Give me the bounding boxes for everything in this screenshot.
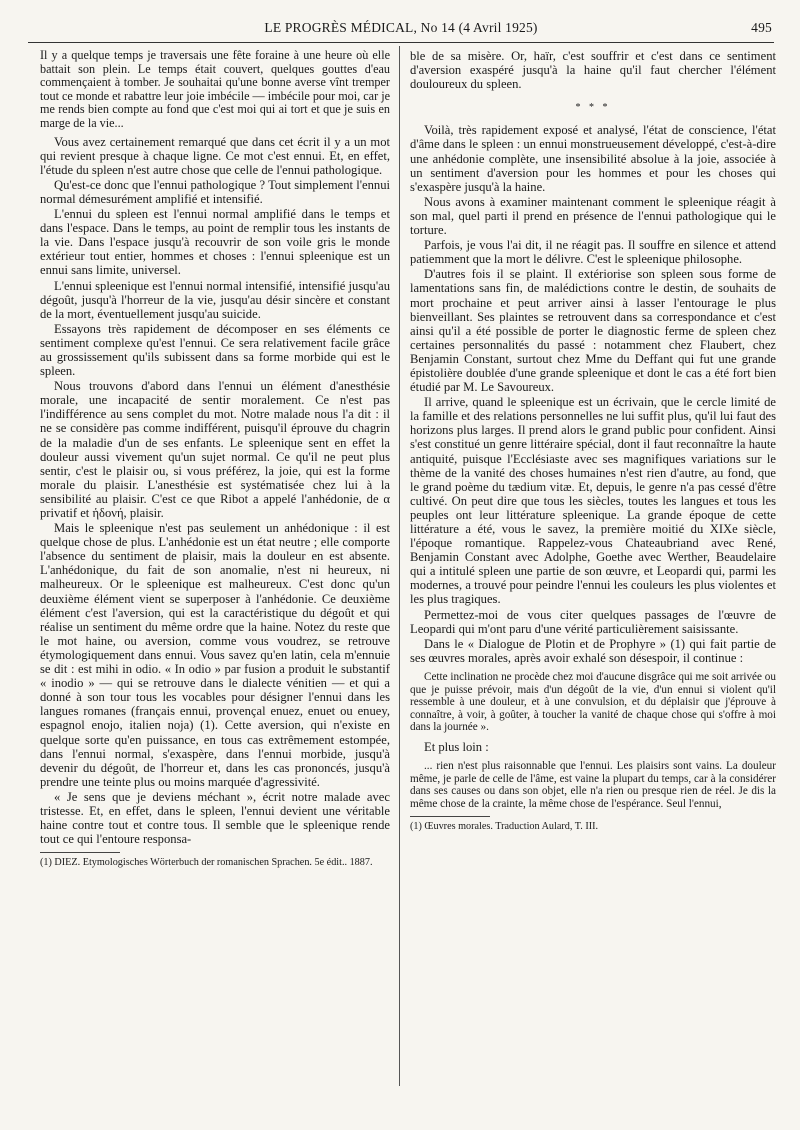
paragraph: D'autres fois il se plaint. Il extériorise son spleen sous forme de lamentations sans fin, de malédictions contre le destin, de souhaits de mort prochaine et peut arriver ainsi à lasser l'entourage le plus bienveillant. Ses plaintes se retrouvent dans sa correspondance et c'est ainsi qu'il a été possible de porter le diagnostic ferme de spleen chez certaines personnalités du passé : notamment chez Flaubert, chez Benjamin Constant, surtout chez Mme du Deffant qui fut une grande épistolière doublée d'une grande spleenique et dont le cas a été fort bien étudié par M. Le Savoureux. [410,267,776,395]
left-column [40,49,390,869]
paragraph: Parfois, je vous l'ai dit, il ne réagit pas. Il souffre en silence et attend patiemment que la mort le délivre. C'est le spleenique philosophe. [410,238,776,267]
paragraph: Et plus loin : [424,739,489,754]
paragraph: Vous avez certainement remarqué que dans cet écrit il y a un mot qui revient presque à chaque ligne. Ce mot c'est ennui. Et, en effet, l'étude du spleen n'est autre chose que celle de l'ennui pathologique. [40,134,390,177]
block-quote: Cette inclination ne procède chez moi d'aucune disgrâce qui me soit arrivée ou que je puisse prévoir, mais d'un dégoût de la vie, d'un ennui si violent qu'il ressemble à une douleur, et à une convulsion, et du déplaisir que j'éprouve à connaître, à voir, à goûter, à toucher la vanité de chaque chose qui s'offre à moi dans la journée ». [410,670,776,734]
paragraph: « Je sens que je deviens méchant », écrit notre malade avec tristesse. Et, en effet, dans le spleen, l'ennui devient une véritable haine contre tout et contre tous. Il semble que le spleenique rende tout ce qui l'entoure responsa- [40,789,390,847]
paragraph: Essayons très rapidement de décomposer en ses éléments ce sentiment complexe qu'est l'ennui. Ce sera relativement facile grâce au grossissement qu'ils subissent dans sa forme morbide qui est le spleen. [40,321,390,379]
paragraph: Permettez-moi de vous citer quelques passages de l'œuvre de Leopardi qui m'ont paru d'une vérité particulièrement saisissante. [410,607,776,636]
footnote: (1) DIEZ. Etymologisches Wörterbuch der romanischen Sprachen. 5e édit.. 1887. [40,857,373,869]
header-rule [28,42,774,43]
page-header [30,20,772,40]
section-separator: * * * [575,102,611,114]
block-quote: ... rien n'est plus raisonnable que l'ennui. Les plaisirs sont vains. La douleur même, je parle de celle de l'âme, est vaine la plupart du temps, car à la considérer dans ses causes ou dans son objet, elle n'a rien ou presque rien de réel. Je dis la même chose de la crainte, la même chose de l'espérance. Seul l'ennui, [410,760,776,810]
paragraph: Voilà, très rapidement exposé et analysé, l'état de conscience, l'état d'âme dans le spleen : un ennui monstrueusement développé, c'est-à-dire une anhédonie complète, une insensibilité absolue à la joie, associée à un sentiment d'aversion pour les hommes et pour les choses qui s'exaspère jusqu'à la haine. [410,123,776,194]
column-divider [399,46,400,1086]
paragraph: Nous avons à examiner maintenant comment le spleenique réagit à son mal, quel parti il prend en présence de l'ennui pathologique qui le torture. [410,194,776,238]
paragraph: Qu'est-ce donc que l'ennui pathologique ? Tout simplement l'ennui normal démesurément amplifié et intensifié. [40,177,390,206]
footnote-rule [410,816,490,817]
footnote-rule [40,852,120,853]
paragraph: Mais le spleenique n'est pas seulement un anhédonique : il est quelque chose de plus. L'anhédonie est un état neutre ; elle comporte l'absence du sentiment de plaisir, mais la douleur en est absente. L'anhédonique, du fait de son anomalie, n'est ni heureux, ni malheureux. Or le spleenique est malheureux. C'est donc qu'un deuxième élément vient se superposer à l'anhédonie. Ce deuxième élément c'est l'aversion, qui est la caractéristique du dégoût et qui réalise un sentiment du même ordre que la haine. Notez du reste que le mot haine, ou aversion, comme vous voudrez, se retrouve étymologiquement dans ennui. Vous savez qu'en latin, cela m'ennuie se dit : est mihi in odio. « In odio » par fusion a produit le substantif « inodio » — qui se retrouve dans le dialecte vénitien — et qui a donné à son tour tous les vocables pour désigner l'ennui dans les langues romanes (français ennui, provençal enuez, enuet ou enuey, espagnol enojo, italien noja) (1). Cette aversion, qui n'existe en quelque sorte qu'en puissance, en tous cas extrêmement estompée, dans l'ennui normal, s'exaspère, dans l'ennui morbide, jusqu'à devenir du dégoût, de l'horreur et, dans les cas prononcés, jusqu'à prendre une teinte plus ou moins marquée d'agressivité. [40,521,390,789]
running-title: LE PROGRÈS MÉDICAL, No 14 (4 Avril 1925) [264,20,538,35]
paragraph: Il arrive, quand le spleenique est un écrivain, que le cercle limité de la famille et des relations personnelles ne lui suffit plus, qu'il lui faut des horizons plus larges. Il prend alors le grand public pour confident. Ainsi s'est constitué un genre littéraire spécial, dont il faut reconnaître la haute antiquité, puisque l'Ecclésiaste avec ses magnifiques variations sur le thème de la vanité des choses humaines n'est rien d'autre, au fond, que le grand poème du tædium vitæ. Et, depuis, le genre n'a pas cessé d'être cultivé. On peut dire que tous les siècles, toutes les langues et tous les peuples ont leur littérature spleenique. La grande époque de cette littérature a été, vous le savez, la première moitié du XIXe siècle, l'époque romantique. Rappelez-vous Chateaubriand avec René, Benjamin Constant avec Adolphe, Goethe avec Werther, Beaudelaire qui a intitulé spleen une partie de son œuvre, et Leopardi qui, parmi les modernes, a trouvé pour peindre l'ennui les couleurs les plus violentes et les plus tragiques. [410,395,776,607]
paragraph: L'ennui du spleen est l'ennui normal amplifié dans le temps et dans l'espace. Dans le temps, au point de remplir tous les instants de la vie. Dans l'espace jusqu'à recouvrir de son voile gris le monde extérieur tout entier, hommes et choses : l'ennui spleenique est un ennui sans limite, universel. [40,207,390,278]
right-column [410,49,776,833]
page-number: 495 [751,20,772,35]
intro-paragraph: Il y a quelque temps je traversais une fête foraine à une heure où elle battait son plein. Le temps était couvert, quelques gouttes d'eau commençaient à tomber. Je souhaitai qu'une bonne averse vînt tremper tout ce monde et rabattre leur joie imbécile — imbécile pour moi, car je me rends bien compte au fond que c'est moi qui ai tort et que je suis en marge de la vie... [40,48,390,130]
paragraph: Nous trouvons d'abord dans l'ennui un élément d'anesthésie morale, une incapacité de sentir moralement. Ce n'est pas l'indifférence au sens complet du mot. Notre malade nous l'a dit : il ne se considère pas comme indifférent, puisqu'il éprouve du chagrin de la maladie d'un de ses enfants. Le spleenique sent en effet la douleur aussi vivement qu'un sujet normal. Ce qu'il ne peut plus sentir, c'est le plaisir ou, si vous préférez, la joie, qui est la forme morale du plaisir. L'anesthésie est systématisée chez lui à la sensibilité au plaisir. C'est ce que Ribot a appelé l'anhédonie, de α privatif et ἡδονή, plaisir. [40,379,390,520]
paragraph: Dans le « Dialogue de Plotin et de Prophyre » (1) qui fait partie de ses œuvres morales, après avoir exhalé son désespoir, il continue : [410,636,776,665]
paragraph: L'ennui spleenique est l'ennui normal intensifié, intensifié jusqu'au dégoût, jusqu'à l'horreur de la vie, jusqu'au désir sincère et constant de la mort, éventuellement jusqu'au suicide. [40,278,390,321]
paragraph: ble de sa misère. Or, haïr, c'est souffrir et c'est dans ce sentiment d'aversion exaspéré jusqu'à la haine qu'il faut chercher l'élément douloureux du spleen. [410,49,776,92]
footnote: (1) Œuvres morales. Traduction Aulard, T. III. [410,821,599,833]
